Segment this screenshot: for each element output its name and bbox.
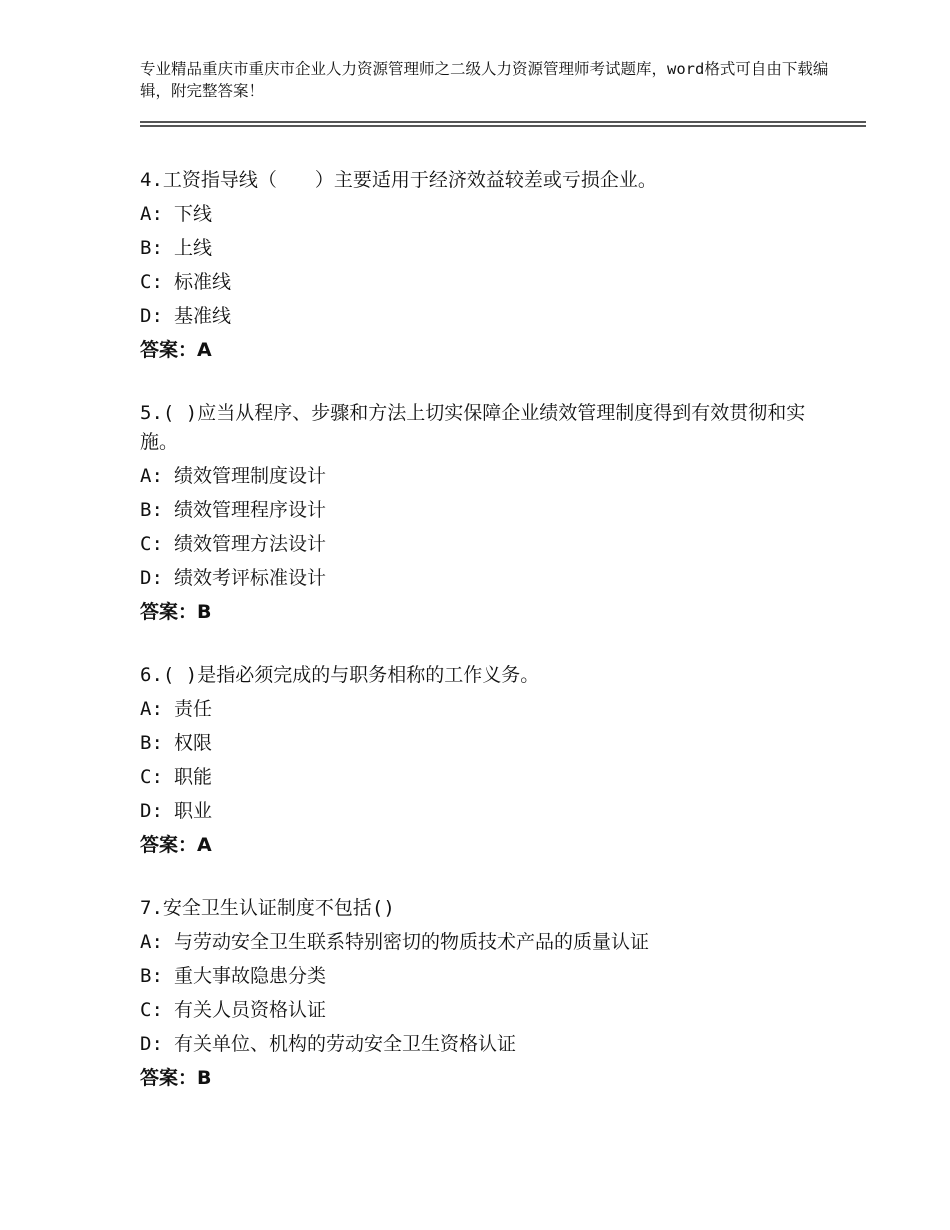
option-text: 标准线 — [174, 271, 232, 293]
option-letter: D: — [140, 305, 163, 327]
option-a — [140, 695, 840, 724]
option-letter: B: — [140, 237, 163, 259]
answer-line: 答案：B — [140, 1067, 212, 1089]
option-d — [140, 564, 840, 593]
option-text: 职能 — [174, 766, 213, 788]
header-title: 专业精品重庆市重庆市企业人力资源管理师之二级人力资源管理师考试题库，word格式可自由下载编辑，附完整答案！ — [140, 60, 829, 100]
question-stem: 6.( )是指必须完成的与职务相称的工作义务。 — [140, 664, 540, 686]
option-text: 绩效管理制度设计 — [174, 465, 327, 487]
option-a — [140, 928, 840, 957]
answer-line: 答案：A — [140, 339, 212, 361]
option-text: 基准线 — [174, 305, 232, 327]
option-letter: D: — [140, 1033, 163, 1055]
answer-line: 答案：B — [140, 601, 212, 623]
question-4 — [140, 166, 840, 365]
option-text: 权限 — [174, 732, 213, 754]
option-text: 与劳动安全卫生联系特别密切的物质技术产品的质量认证 — [174, 931, 650, 953]
option-letter: C: — [140, 271, 163, 293]
option-text: 绩效管理方法设计 — [174, 533, 327, 555]
answer-line: 答案：A — [140, 834, 212, 856]
question-7 — [140, 894, 840, 1093]
option-letter: B: — [140, 732, 163, 754]
option-c — [140, 268, 840, 297]
option-d — [140, 797, 840, 826]
option-letter: C: — [140, 999, 163, 1021]
option-b — [140, 496, 840, 525]
option-d — [140, 302, 840, 331]
option-text: 上线 — [174, 237, 213, 259]
option-letter: A: — [140, 698, 163, 720]
option-a — [140, 462, 840, 491]
option-c — [140, 763, 840, 792]
option-text: 绩效管理程序设计 — [174, 499, 327, 521]
option-text: 下线 — [174, 203, 213, 225]
header-divider-top — [140, 121, 866, 123]
option-letter: C: — [140, 766, 163, 788]
question-stem: 5.( )应当从程序、步骤和方法上切实保障企业绩效管理制度得到有效贯彻和实施。 — [140, 402, 806, 453]
option-text: 有关单位、机构的劳动安全卫生资格认证 — [174, 1033, 517, 1055]
option-b — [140, 962, 840, 991]
question-6 — [140, 661, 840, 860]
option-a — [140, 200, 840, 229]
option-b — [140, 234, 840, 263]
option-text: 重大事故隐患分类 — [174, 965, 327, 987]
option-text: 绩效考评标准设计 — [174, 567, 327, 589]
option-d — [140, 1030, 840, 1059]
question-list — [140, 166, 840, 1127]
question-stem: 7.安全卫生认证制度不包括() — [140, 897, 395, 919]
option-letter: D: — [140, 800, 163, 822]
question-5 — [140, 399, 840, 627]
option-letter: A: — [140, 465, 163, 487]
option-letter: A: — [140, 931, 163, 953]
option-b — [140, 729, 840, 758]
option-text: 责任 — [174, 698, 213, 720]
option-letter: D: — [140, 567, 163, 589]
question-stem: 4.工资指导线（ ）主要适用于经济效益较差或亏损企业。 — [140, 169, 657, 191]
option-letter: C: — [140, 533, 163, 555]
option-letter: B: — [140, 499, 163, 521]
option-letter: B: — [140, 965, 163, 987]
option-text: 职业 — [174, 800, 213, 822]
option-c — [140, 530, 840, 559]
option-c — [140, 996, 840, 1025]
option-text: 有关人员资格认证 — [174, 999, 327, 1021]
header-divider-bottom — [140, 125, 866, 127]
option-letter: A: — [140, 203, 163, 225]
document-header — [140, 58, 840, 102]
